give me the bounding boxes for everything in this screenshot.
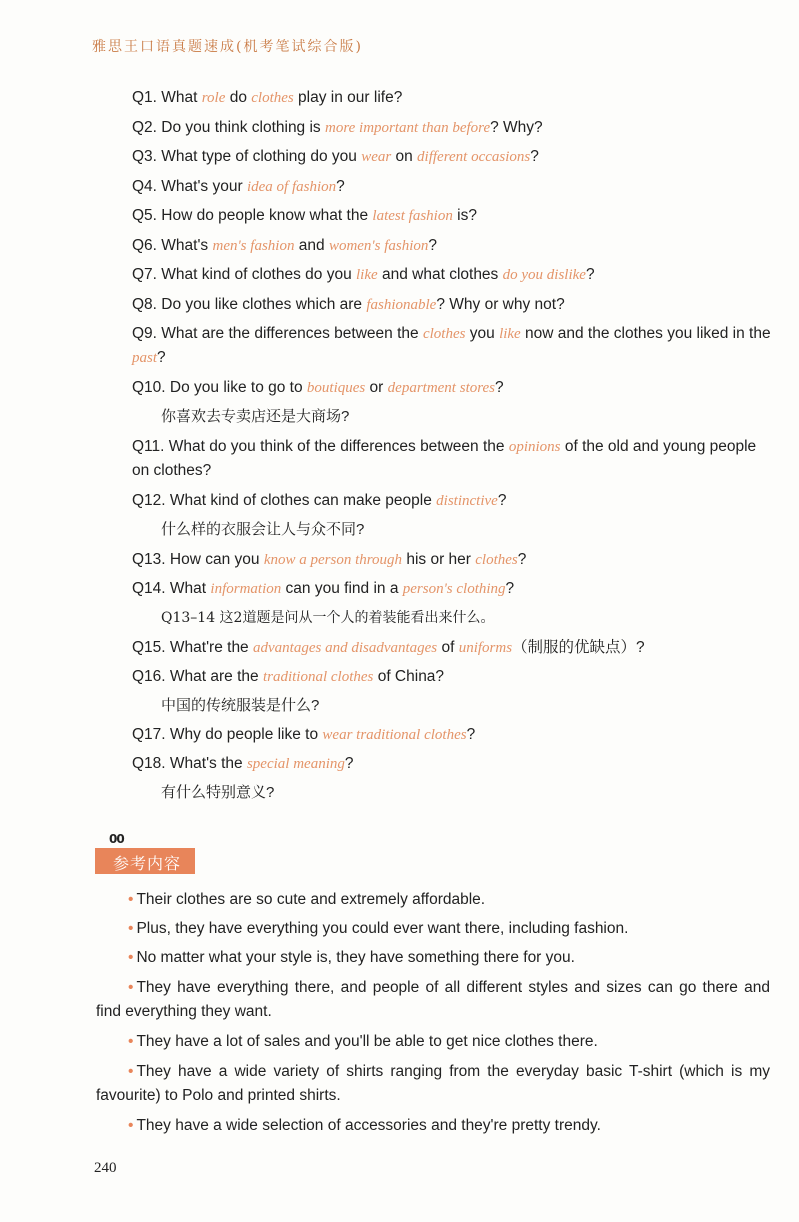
question-q9 (132, 322, 772, 370)
q1-text-3: play in our life? (293, 89, 403, 106)
answer-text: They have a wide variety of shirts ranging from the everyday basic T-shirt (which is my favourite) to Polo and printed shirts. (96, 1063, 770, 1104)
answer-item (128, 888, 485, 912)
q9-text-3: now and the clothes you liked in the (520, 325, 771, 342)
answer-text: They have a lot of sales and you'll be able to get nice clothes there. (136, 1033, 598, 1050)
reference-section-tag (95, 832, 195, 874)
q4-text-1: Q4. What's your (132, 178, 247, 195)
page-number: 240 (94, 1160, 117, 1176)
q8-text-2: ? Why or why not? (436, 296, 565, 313)
q10-translation: 你喜欢去专卖店还是大商场? (161, 408, 350, 425)
q17-text-1: Q17. Why do people like to (132, 726, 323, 743)
bullet: • (128, 979, 134, 996)
question-q10 (132, 376, 504, 400)
question-q6 (132, 234, 437, 258)
answer-item (128, 946, 575, 970)
q9-keyword-3: past (132, 350, 158, 366)
q7-keyword-1: like (356, 267, 378, 283)
q1-keyword-2: clothes (251, 90, 294, 106)
q7-text-1: Q7. What kind of clothes do you (132, 266, 357, 283)
answer-item (128, 917, 628, 941)
q5-text-2: is? (452, 207, 477, 224)
question-q15 (132, 636, 645, 660)
q15-keyword-1: advantages and disadvantages (253, 640, 438, 656)
q9-keyword-2: like (499, 326, 521, 342)
q14-text-3: ? (505, 580, 515, 597)
q4-text-2: ? (336, 178, 345, 195)
q15-keyword-2: uniforms (458, 640, 513, 656)
bullet: • (128, 1063, 134, 1080)
q13-keyword-2: clothes (475, 552, 518, 568)
q10-text-2: or (365, 379, 388, 396)
q6-keyword-2: women's fashion (328, 238, 429, 254)
q10-text-1: Q10. Do you like to go to (132, 379, 307, 396)
q10-keyword-2: department stores (387, 380, 496, 396)
q7-keyword-2: do you dislike (502, 267, 586, 283)
q13-keyword-1: know a person through (263, 552, 403, 568)
bullet: • (128, 1033, 134, 1050)
q12-text-1: Q12. What kind of clothes can make people (132, 492, 437, 509)
q15-text-3: （制服的优缺点）? (512, 639, 645, 656)
q18-translation: 有什么特别意义? (161, 784, 275, 801)
q16-text-1: Q16. What are the (132, 668, 263, 685)
q14-keyword-1: information (210, 581, 282, 597)
q17-keyword-1: wear traditional clothes (322, 727, 467, 743)
question-q14 (132, 577, 514, 601)
q14-keyword-2: person's clothing (402, 581, 506, 597)
q13-text-2: his or her (402, 551, 476, 568)
answer-text: They have everything there, and people of all different styles and sizes can go there and find everything they want. (96, 979, 770, 1020)
question-q12 (132, 489, 506, 513)
answer-item (128, 1114, 601, 1138)
q3-text-1: Q3. What type of clothing do you (132, 148, 362, 165)
q9-keyword-1: clothes (422, 326, 466, 342)
q18-text-2: ? (344, 755, 354, 772)
q1-text-1: Q1. What (132, 89, 202, 106)
q8-text-1: Q8. Do you like clothes which are (132, 296, 367, 313)
question-q3 (132, 145, 539, 169)
bullet: • (128, 891, 134, 908)
answer-text: Their clothes are so cute and extremely affordable. (136, 891, 486, 908)
q8-keyword-1: fashionable (366, 297, 437, 313)
q3-keyword-1: wear (361, 149, 392, 165)
q11-text-1: Q11. What do you think of the differences between the (132, 438, 509, 455)
section-title: 参考内容 (113, 856, 182, 873)
question-q17 (132, 723, 475, 747)
q5-text-1: Q5. How do people know what the (132, 207, 373, 224)
q1-text-2: do (225, 89, 252, 106)
q13-14-note: Q13–14 这2道题是问从一个人的着装能看出来什么。 (161, 610, 495, 626)
q2-keyword-1: more important than before (325, 120, 491, 136)
q7-text-2: and what clothes (377, 266, 503, 283)
question-q2 (132, 116, 543, 140)
question-q8 (132, 293, 565, 317)
q16-translation: 中国的传统服装是什么? (161, 697, 320, 714)
q12-keyword-1: distinctive (436, 493, 498, 509)
q6-text-1: Q6. What's (132, 237, 213, 254)
q14-text-2: can you find in a (281, 580, 403, 597)
q13-text-1: Q13. How can you (132, 551, 264, 568)
q1-keyword-1: role (201, 90, 226, 106)
answer-item (128, 1030, 598, 1054)
bullet: • (128, 949, 134, 966)
bullet: • (128, 1117, 134, 1134)
glasses-icon: 00 (109, 832, 124, 846)
question-q4 (132, 175, 345, 199)
q15-text-2: of (437, 639, 459, 656)
q7-text-3: ? (585, 266, 595, 283)
question-q11 (132, 435, 772, 483)
q18-text-1: Q18. What's the (132, 755, 247, 772)
q10-keyword-1: boutiques (306, 380, 366, 396)
q6-text-2: and (294, 237, 329, 254)
q3-text-3: ? (530, 148, 539, 165)
q11-keyword-1: opinions (508, 439, 561, 455)
q2-text-2: ? Why? (490, 119, 543, 136)
question-q18 (132, 752, 354, 776)
running-header: 雅思王口语真题速成(机考笔试综合版) (92, 39, 363, 55)
q14-text-1: Q14. What (132, 580, 211, 597)
q9-text-1: Q9. What are the differences between the (132, 325, 423, 342)
q15-text-1: Q15. What're the (132, 639, 253, 656)
question-q13 (132, 548, 526, 572)
q16-text-2: of China? (373, 668, 445, 685)
q17-text-2: ? (466, 726, 476, 743)
q4-keyword-1: idea of fashion (246, 179, 337, 195)
answer-text: No matter what your style is, they have something there for you. (136, 949, 575, 966)
q3-text-2: on (391, 148, 418, 165)
answer-item (96, 976, 770, 1024)
question-q7 (132, 263, 595, 287)
q12-text-2: ? (497, 492, 507, 509)
q2-text-1: Q2. Do you think clothing is (132, 119, 325, 136)
q12-translation: 什么样的衣服会让人与众不同? (161, 521, 365, 538)
answer-text: Plus, they have everything you could ever want there, including fashion. (136, 920, 629, 937)
q16-keyword-1: traditional clothes (262, 669, 374, 685)
question-q16 (132, 665, 444, 689)
question-q5 (132, 204, 477, 228)
q9-text-2: you (465, 325, 500, 342)
q9-text-4: ? (157, 349, 166, 366)
q6-text-3: ? (428, 237, 438, 254)
q13-text-3: ? (517, 551, 527, 568)
answer-item (96, 1060, 770, 1108)
q3-keyword-2: different occasions (417, 149, 531, 165)
answer-text: They have a wide selection of accessories and they're pretty trendy. (136, 1117, 601, 1134)
q10-text-3: ? (495, 379, 504, 396)
question-q1 (132, 86, 402, 110)
q11-text-2: of the old and young people on clothes? (132, 438, 757, 479)
bullet: • (128, 920, 134, 937)
q18-keyword-1: special meaning (246, 756, 345, 772)
q6-keyword-1: men's fashion (212, 238, 295, 254)
q5-keyword-1: latest fashion (372, 208, 453, 224)
